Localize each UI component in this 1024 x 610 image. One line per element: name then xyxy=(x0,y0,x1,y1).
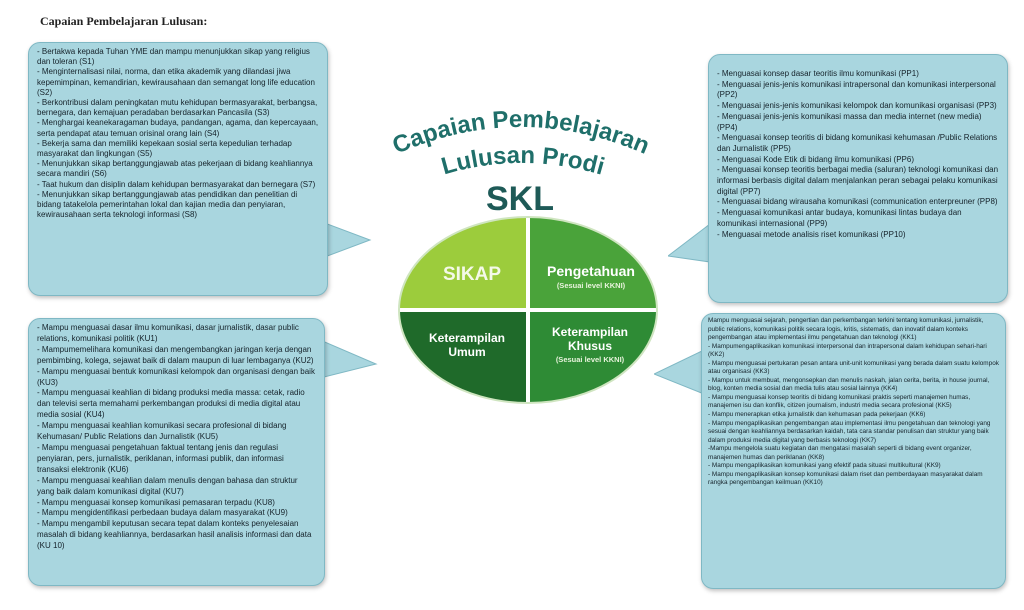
keterampilan-umum-item: - Mampu mengambil keputusan secara tepat dalam konteks penyelesaian masalah di bidang keahliannya, berdasarkan hasil analisis informasi dan data (KU 10) xyxy=(37,519,312,551)
pengetahuan-item: - Menguasai bidang wirausaha komunikasi (communication enterpreuner (PP8) xyxy=(717,197,998,207)
keterampilan-khusus-bubble xyxy=(701,313,1006,589)
quadrant-keterampilan-umum xyxy=(407,315,527,375)
pengetahuan-item: - Menguasai metode analisis riset komunikasi (PP10) xyxy=(717,229,906,239)
peng-bubble-tail xyxy=(668,224,712,264)
quadrant-keterampilan-umum-line2: Umum xyxy=(448,345,486,359)
keterampilan-umum-item: - Mampu menguasai bentuk komunikasi kelompok dan organisasi dengan baik (KU3) xyxy=(37,366,315,387)
sikap-item: - Bertakwa kepada Tuhan YME dan mampu menunjukkan sikap yang religius dan toleran (S1) xyxy=(37,47,310,67)
keterampilan-khusus-item: - Mampu menguasai pertukaran pesan antara unit-unit komunikasi yang berada dalam suatu kelompok atau organisasi (KK3) xyxy=(708,359,999,376)
sikap-item: - Bekerja sama dan memiliki kepekaan sosial serta kepedulian terhadap masyarakat dan lingkungan (S5) xyxy=(37,138,292,159)
keterampilan-umum-item: - Mampu mengidentifikasi perbedaan budaya dalam masyarakat (KU9) xyxy=(37,508,288,518)
quadrant-keterampilan-khusus-line2: Khusus xyxy=(567,338,612,353)
pengetahuan-item: - Menguasai Kode Etik di bidang ilmu komunikasi (PP6) xyxy=(717,154,914,164)
keterampilan-umum-item: - Mampu menguasai keahlian dalam menulis dengan bahasa dan struktur yang baik dalam komunikasi digital (KU7) xyxy=(37,475,298,496)
ketum-bubble-tail xyxy=(320,336,380,380)
keterampilan-khusus-item: - Mampu menerapkan etika jurnalistik dan kehumasan pada pekerjaan (KK6) xyxy=(708,411,926,419)
quadrant-pengetahuan-sub: (Sesuai level KKNI) xyxy=(556,280,626,290)
pengetahuan-item: - Menguasai komunikasi antar budaya, komunikasi lintas budaya dan komunikasi internasional (PP9) xyxy=(717,208,962,228)
quadrant-pengetahuan xyxy=(531,245,651,307)
pengetahuan-item: - Menguasai konsep teoritis di bidang komunikasi kehumasan /Public Relations dan Jurnalistik (PP5) xyxy=(717,133,998,153)
pengetahuan-item: - Menguasai jenis-jenis komunikasi massa dan media internet (new media) (PP4) xyxy=(717,111,982,132)
quadrant-sikap xyxy=(417,245,527,305)
pengetahuan-item: - Menguasai jenis-jenis komunikasi intrapersonal dan komunikasi interpersonal (PP2) xyxy=(717,79,996,100)
keterampilan-umum-item: - Mampu menguasai konsep komunikasi pemasaran terpadu (KU8) xyxy=(37,497,275,507)
pengetahuan-item: - Menguasai jenis-jenis komunikasi kelompok dan komunikasi organisasi (PP3) xyxy=(717,101,997,111)
keterampilan-umum-bubble xyxy=(28,318,325,586)
pengetahuan-bubble xyxy=(708,54,1008,303)
quadrant-keterampilan-umum-line1: Keterampilan xyxy=(428,331,506,345)
quadrant-keterampilan-khusus-line1: Keterampilan xyxy=(551,324,629,339)
keterampilan-khusus-item: - Mampu menguasai konsep teoritis di bidang komunikasi praktis seperti manajemen humas, manajemen isu dan konflik, citizen journalism, industri media secara profesional (KK5) xyxy=(708,393,971,410)
keterampilan-khusus-item: -Mampu mengelola suatu kegiatan dan mengatasi masalah seperti di bidang event organizer, manajemen humas dan periklanan (KK8) xyxy=(708,445,972,461)
quadrant-sikap-label: SIKAP xyxy=(442,264,502,285)
sikap-item: - Menghargai keanekaragaman budaya, pandangan, agama, dan kepercayaan, serta pendapat atau temuan orisinal orang lain (S4) xyxy=(37,118,319,138)
quadrant-pengetahuan-label: Pengetahuan xyxy=(547,262,635,279)
sikap-item: - Menunjukkan sikap bertanggungjawab atas pekerjaan di bidang keahliannya secara mandiri (S6) xyxy=(37,159,313,179)
center-title xyxy=(370,100,670,220)
sikap-bubble-tail xyxy=(322,222,372,262)
sikap-item: - Berkontribusi dalam peningkatan mutu kehidupan bermasyarakat, berbangsa, bernegara, dan kemajuan peradaban berdasarkan Pancasila (S3) xyxy=(37,98,318,118)
pengetahuan-item: - Menguasai konsep teoritis berbagai media (saluran) teknologi komunikasi dan informasi berbasis digital dalam menjalankan peran sebagai pelaku komunikasi digital (PP7) xyxy=(717,165,999,196)
page-heading: Capaian Pembelajaran Lulusan: xyxy=(40,14,208,28)
keterampilan-khusus-item: - Mampu mengaplikasikan pengembangan atau implementasi ilmu pengetahuan dan teknologi yang sesuai dengan keahliannya berdasarkan kaidah, tata cara standar penulisan dan struktur yang baik dalam produksi media digital yang berbasis teknologi (KK7) xyxy=(708,419,991,444)
sikap-item: - Taat hukum dan disiplin dalam kehidupan bermasyarakat dan bernegara (S7) xyxy=(37,179,316,189)
center-title-line2: Lulusan Prodi xyxy=(438,141,608,181)
center-title-line1: Capaian Pembelajaran xyxy=(388,105,654,160)
pengetahuan-item: - Menguasai konsep dasar teoritis ilmu komunikasi (PP1) xyxy=(717,69,919,78)
center-title-skl: SKL xyxy=(486,180,554,218)
keterampilan-umum-item: - Mampumemelihara komunikasi dan mengembangkan jaringan kerja dengan pembimbing, kolega, sejawat baik di dalam maupun di luar lembaganya (KU2) xyxy=(37,344,314,365)
keterampilan-umum-item: - Mampu menguasai pengetahuan faktual tentang jenis dan regulasi penyiaran, pers, jurnalistik, periklanan, informasi publik, dan informasi transaksi elektronik (KU6) xyxy=(37,442,284,474)
keterampilan-umum-item: - Mampu menguasai dasar ilmu komunikasi, dasar jurnalistik, dasar public relations, komunikasi politik (KU1) xyxy=(37,323,299,343)
quadrant-keterampilan-khusus xyxy=(531,311,649,377)
sikap-item: - Menunjukkan sikap bertanggungjawab atas pendidikan dan penelitian di bidang tatakelola pemerintahan lokal dan kajian media dan penyiaran, kewirausahaan serta teknologi informasi (S8) xyxy=(37,189,298,220)
sikap-bubble xyxy=(28,42,328,296)
keterampilan-khusus-item: - Mampu untuk membuat, mengonsepkan dan menulis naskah, jalan cerita, berita, in house journal, blog, konten media sosial dan media tulis atau sosial lainnya (KK4) xyxy=(708,376,990,393)
sikap-item: - Menginternalisasi nilai, norma, dan etika akademik yang dilandasi jiwa kepemimpinan, kemandirian, kewirausahaan dan semangat long life education (S2) xyxy=(37,67,315,97)
keterampilan-khusus-item: Mampu menguasai sejarah, pengertian dan perkembangan terkini tentang komunikasi, jurnalistik, public relations, komunikasi politik secara logis, kritis, sistematis, dan inovatif dalam konteks pengembangan atau implementasi ilmu pengetahuan dan teknologi (KK1) xyxy=(708,317,984,342)
quadrant-keterampilan-khusus-sub: (Sesuai level KKNI) xyxy=(555,354,625,364)
keterampilan-khusus-item: - Mampu mengaplikasikan komunikasi yang efektif pada situasi multikultural (KK9) xyxy=(708,462,941,470)
keterampilan-umum-item: - Mampu menguasai keahlian komunikasi secara profesional di bidang Kehumasan/ Public Relations dan Jurnalistik (KU5) xyxy=(37,421,287,442)
ketkh-bubble-tail xyxy=(654,350,706,400)
keterampilan-umum-item: - Mampu menguasai keahlian di bidang produksi media massa: cetak, radio dan televisi serta memahami perkembangan produksi di media digital atau media sosial (KU4) xyxy=(37,388,305,420)
keterampilan-khusus-item: - Mampu mengaplikasikan konsep komunikasi dalam riset dan pemberdayaan masyarakat dalam rangka pengembangan keilmuan (KK10) xyxy=(708,470,983,487)
keterampilan-khusus-item: - Mampumengaplikasikan komunikasi interpersonal dan intrapersonal dalam kehidupan sehari-hari (KK2) xyxy=(708,342,987,359)
skl-circle xyxy=(397,215,659,405)
